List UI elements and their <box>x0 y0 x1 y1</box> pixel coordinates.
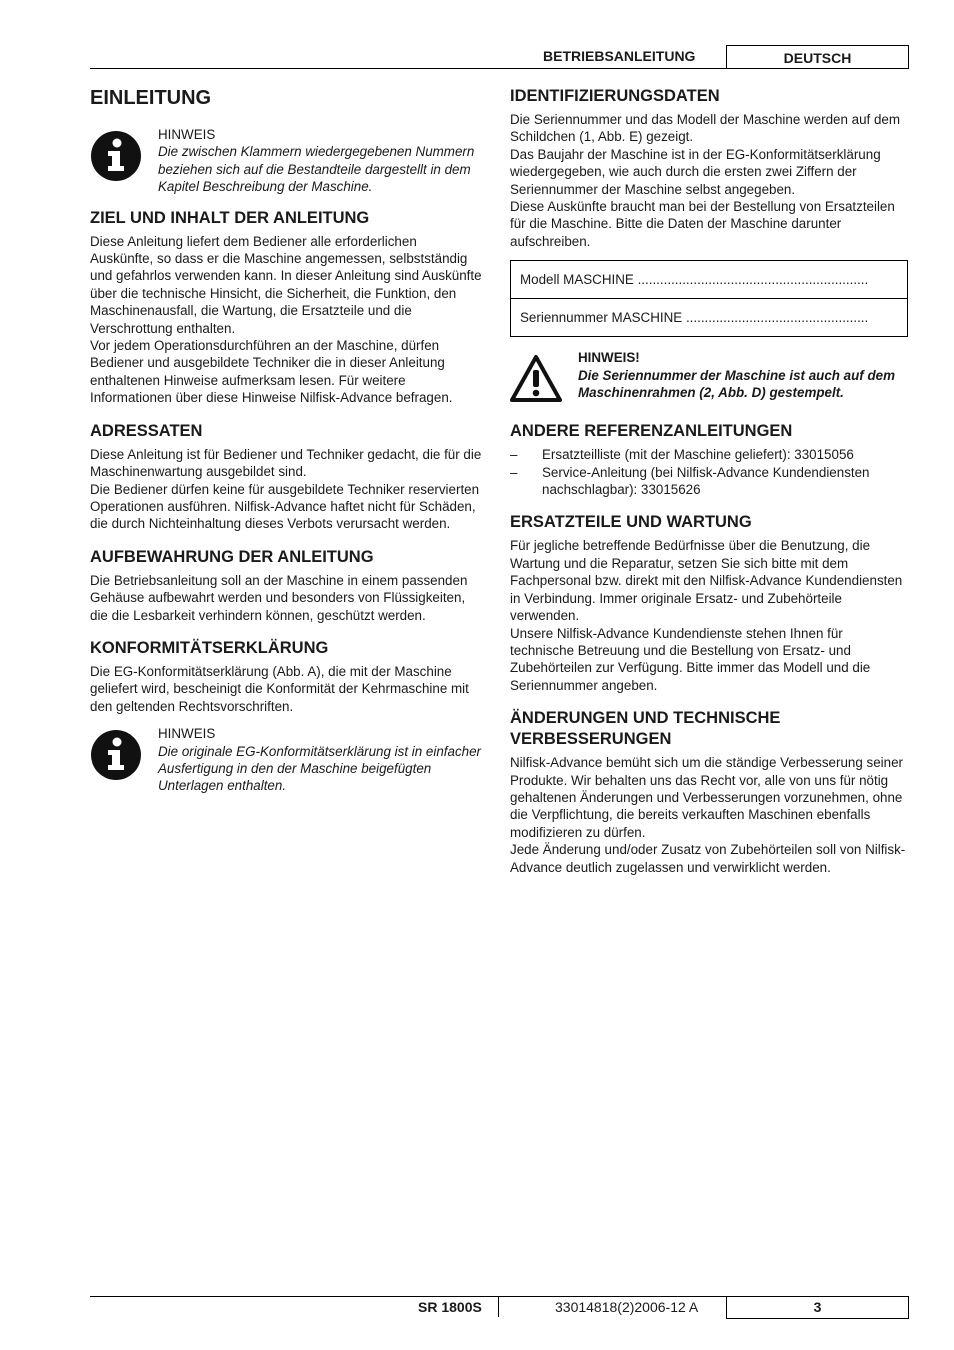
section-heading: ADRESSATEN <box>90 421 203 440</box>
section-heading: ERSATZTEILE UND WARTUNG <box>510 513 752 532</box>
section-heading: ANDERE REFERENZANLEITUNGEN <box>510 422 793 441</box>
section-identifizierung <box>510 86 908 250</box>
section-heading: ÄNDERUNGEN UND TECHNISCHE VERBESSERUNGEN <box>510 709 781 749</box>
header-language-box: DEUTSCH <box>726 45 909 69</box>
note-text: Die zwischen Klammern wiedergegebenen Nummern beziehen sich auf die Bestandteile dargestellt in dem Kapitel Beschreibung der Maschine. <box>158 144 475 195</box>
footer-separator <box>498 1296 499 1317</box>
footer-doc-number: 33014818(2)2006-12 A <box>555 1299 699 1315</box>
list-item: – Ersatzteilliste (mit der Maschine geliefert): 33015056 <box>510 446 908 463</box>
warning-icon <box>510 353 562 405</box>
section-heading: AUFBEWAHRUNG DER ANLEITUNG <box>90 547 374 566</box>
serial-row: Seriennummer MASCHINE ................................................. <box>511 298 907 336</box>
section-adressaten <box>90 421 482 533</box>
section-konformitaet <box>90 638 482 715</box>
section-ziel <box>90 208 482 407</box>
paragraph: Die Seriennummer und das Modell der Maschine werden auf dem Schildchen (1, Abb. E) gezeigt. <box>510 112 901 145</box>
paragraph: Diese Anleitung ist für Bediener und Techniker gedacht, die für die Maschinenwartung ausgebildet sind. <box>90 446 482 480</box>
header-rule <box>90 68 908 69</box>
section-heading: ZIEL UND INHALT DER ANLEITUNG <box>90 208 370 227</box>
header-manual-label: BETRIEBSANLEITUNG <box>543 48 696 64</box>
left-column <box>90 86 482 807</box>
section-ersatzteile <box>510 512 908 694</box>
warning-note <box>510 349 908 409</box>
paragraph: Die EG-Konformitätserklärung (Abb. A), die mit der Maschine geliefert wird, bescheinigt die Konformität der Kehrmaschine mit den geltenden Rechtsvorschriften. <box>90 663 469 714</box>
note-title: HINWEIS <box>158 127 216 142</box>
paragraph: Unsere Nilfisk-Advance Kundendienste stehen Ihnen für technische Betreuung und die Bestellung von Ersatz- und Zubehörteilen zur Verfügung. Bitte immer das Modell und die Seriennummer angeben. <box>510 625 871 693</box>
list-item: – Service-Anleitung (bei Nilfisk-Advance Kundendiensten nachschlagbar): 33015626 <box>510 464 908 499</box>
paragraph: Diese Auskünfte braucht man bei der Bestellung von Ersatzteilen für die Maschine. Bitte die Daten der Maschine darunter aufschreiben. <box>510 199 895 249</box>
machine-data-table <box>510 260 908 337</box>
paragraph: Nilfisk-Advance bemüht sich um die ständige Verbesserung seiner Produkte. Wir behalten uns das Recht vor, alle von uns für nötig gehaltenen Änderungen und Verbesserungen vorzunehmen, ohne die Verpflichtung, die bereits verkauften Maschinen ebenfalls modifizieren zu dürfen. <box>510 755 903 840</box>
section-heading: IDENTIFIZIERUNGSDATEN <box>510 87 720 105</box>
section-aenderungen <box>510 708 908 876</box>
right-column <box>510 86 908 890</box>
paragraph: Jede Änderung und/oder Zusatz von Zubehörteilen soll von Nilfisk-Advance deutlich zugelassen und verwirklicht werden. <box>510 842 906 875</box>
paragraph: Das Baujahr der Maschine ist in der EG-Konformitätserklärung wiedergegeben, wie auch durch die ersten zwei Ziffern der Seriennummer der Maschine selbst angegeben. <box>510 146 881 197</box>
paragraph: Diese Anleitung liefert dem Bediener alle erforderlichen Auskünfte, so dass er die Maschine angemessen, selbstständig und gefahrlos verwenden kann. In dieser Anleitung sind Auskünfte über die technische Hinsicht, die Sicherheit, die Funktion, den Maschinenausfall, die Wartung, die Ersatzteile und die Verschrottung enthalten. <box>90 233 482 336</box>
note-text: Die Seriennummer der Maschine ist auch auf dem Maschinenrahmen (2, Abb. D) gestempelt. <box>578 367 896 401</box>
page-number: 3 <box>726 1296 909 1319</box>
info-icon <box>90 729 142 781</box>
footer-model: SR 1800S <box>418 1299 482 1315</box>
note-text: Die originale EG-Konformitätserklärung ist in einfacher Ausfertigung in den der Maschine beigefügten Unterlagen enthalten. <box>158 743 482 794</box>
paragraph: Die Bediener dürfen keine für ausgebildete Techniker reservierten Operationen ausführen. Nilfisk-Advance haftet nicht für Schäden, die durch Nichteinhaltung dieses Verbots verursacht werden. <box>90 481 480 532</box>
section-referenzen <box>510 421 908 498</box>
section-heading: KONFORMITÄTSERKLÄRUNG <box>90 638 329 657</box>
info-note <box>90 725 482 795</box>
section-aufbewahrung <box>90 547 482 624</box>
info-icon <box>90 130 142 182</box>
paragraph: Für jegliche betreffende Bedürfnisse über die Benutzung, die Wartung und die Reparatur, setzen Sie sich bitte mit dem Fachpersonal bzw. direkt mit den Nilfisk-Advance Kundendiensten in Verbindung. Immer originale Ersatz- und Zubehörteile verwenden. <box>510 538 903 624</box>
paragraph: Die Betriebsanleitung soll an der Maschine in einem passenden Gehäuse aufbewahrt werden und besonders von Flüssigkeiten, die die Lesbarkeit verhindern können, geschützt werden. <box>90 572 468 623</box>
model-row: Modell MASCHINE .............................................................. <box>520 272 869 288</box>
page-title: EINLEITUNG <box>90 87 212 109</box>
note-title: HINWEIS <box>158 726 216 742</box>
reference-list <box>510 446 908 498</box>
info-note <box>90 126 482 196</box>
note-title: HINWEIS! <box>578 350 640 366</box>
paragraph: Vor jedem Operationsdurchführen an der Maschine, dürfen Bediener und ausgebildete Techniker die in dieser Anleitung enthaltenen Hinweise aufmerksam lesen. Für weitere Informationen über diese Hinweise Nilfisk-Advance befragen. <box>90 338 453 406</box>
